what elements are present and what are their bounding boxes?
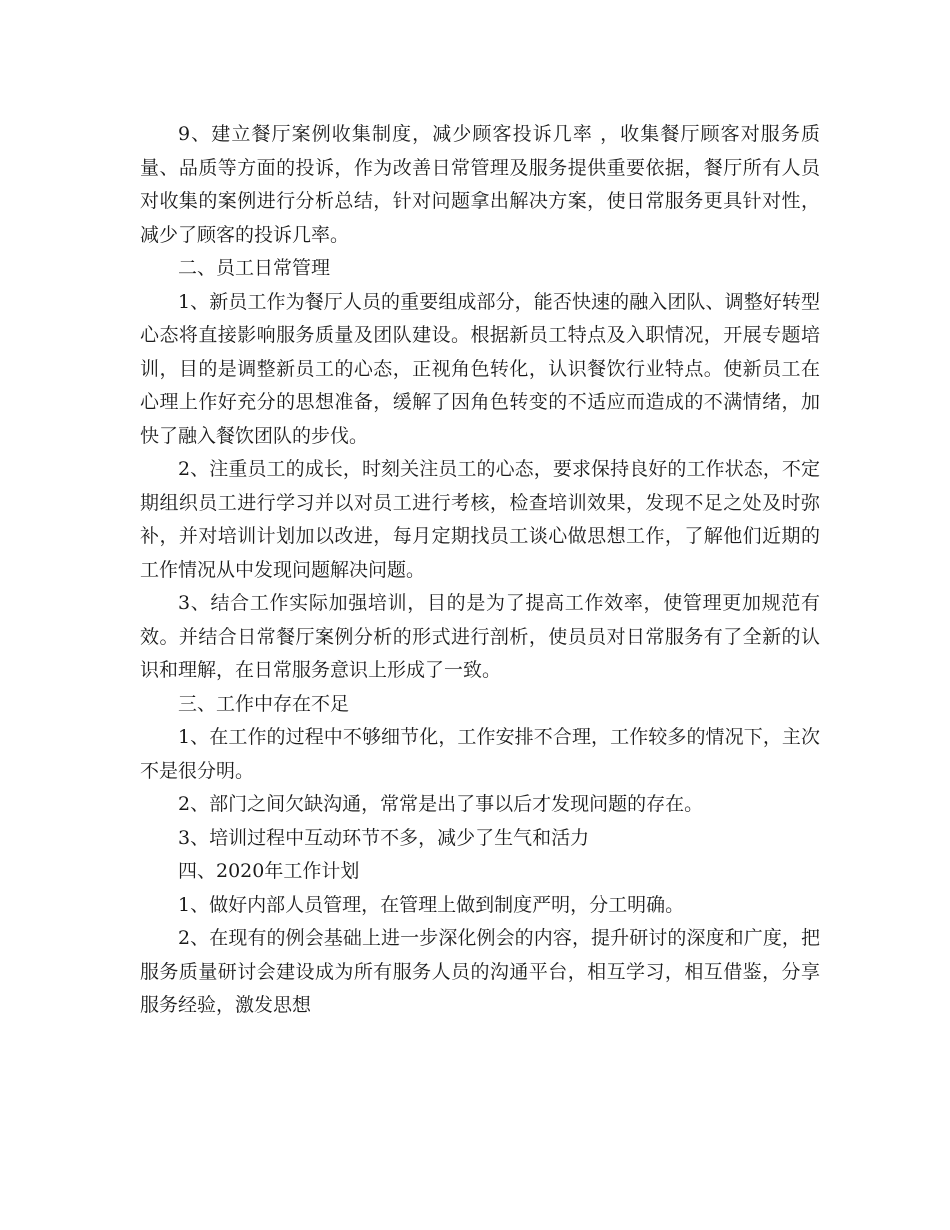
paragraph-new-staff: 1、新员工作为餐厅人员的重要组成部分，能否快速的融入团队、调整好转型心态将直接影响服务质量及团队建设。根据新员工特点及入职情况，开展专题培训，目的是调整新员工的心态，正视角色转化，认识餐饮行业特点。使新员工在心理上作好充分的思想准备，缓解了因角色转变的不适应而造成的不满情绪，加快了融入餐饮团队的步伐。 [140, 290, 820, 447]
paragraph-plan-internal-management: 1、做好内部人员管理，在管理上做到制度严明，分工明确。 [178, 893, 685, 916]
paragraph-plan-meetings: 2、在现有的例会基础上进一步深化例会的内容，提升研讨的深度和广度，把服务质量研讨会建设成为所有服务人员的沟通平台，相互学习，相互借鉴，分享服务经验，激发思想 [140, 927, 820, 1016]
paragraph-case-collection: 9、建立餐厅案例收集制度，减少顾客投诉几率 ，收集餐厅顾客对服务质量、品质等方面的投诉，作为改善日常管理及服务提供重要依据，餐厅所有人员对收集的案例进行分析总结，针对问题拿出解决方案，使日常服务更具针对性，减少了顾客的投诉几率。 [140, 123, 820, 246]
paragraph-shortcoming-communication: 2、部门之间欠缺沟通，常常是出了事以后才发现问题的存在。 [178, 793, 704, 815]
document-body [140, 118, 820, 1023]
paragraph-shortcoming-detail: 1、在工作的过程中不够细节化，工作安排不合理，工作较多的情况下，主次不是很分明。 [140, 726, 820, 782]
heading-staff-management: 二、员工日常管理 [178, 257, 331, 279]
paragraph-staff-growth: 2、注重员工的成长，时刻关注员工的心态，要求保持良好的工作状态，不定期组织员工进行学习并以对员工进行考核，检查培训效果，发现不足之处及时弥补，并对培训计划加以改进，每月定期找员工谈心做思想工作，了解他们近期的工作情况从中发现问题解决问题。 [140, 458, 820, 581]
paragraph-shortcoming-interaction: 3、培训过程中互动环节不多，减少了生气和活力 [178, 826, 590, 849]
paragraph-training: 3、结合工作实际加强培训，目的是为了提高工作效率，使管理更加规范有效。并结合日常餐厅案例分析的形式进行剖析，使员员对日常服务有了全新的认识和理解，在日常服务意识上形成了一致。 [140, 592, 820, 681]
heading-work-plan: 四、2020年工作计划 [178, 860, 360, 882]
heading-shortcomings: 三、工作中存在不足 [178, 692, 350, 715]
